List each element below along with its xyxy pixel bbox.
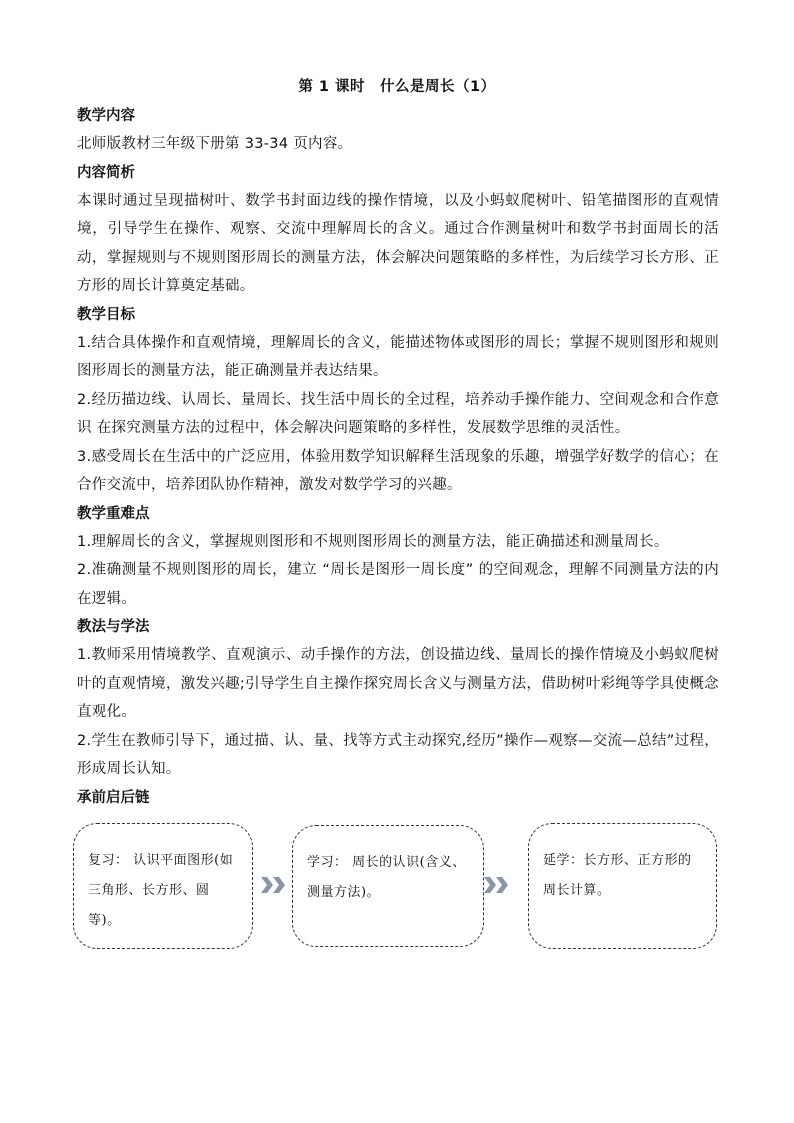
content-text: 北师版教材三年级下册第 33-34 页内容。 [77,136,353,152]
goal-item-3: 3.感受周长在生活中的广泛应用，体验用数学知识解释生活现象的乐趣，增强学好数学的信心；在合作交流中，培养团队协作精神，激发对数学学习的兴趣。 [77,448,719,493]
summary-text: 本课时通过呈现描树叶、数学书封面边线的操作情境，以及小蚂蚁爬树叶、铅笔描图形的直观情境，引导学生在操作、观察、交流中理解周长的含义。通过合作测量树叶和数学书封面周长的活动，掌握规则与不规则图形周长的测量方法，体会解决问题策略的多样性，为后续学习长方形、正方形的周长计算奠定基础。 [77,192,719,294]
double-chevron-right-icon [259,875,289,895]
extend-box: 延学：长方形、正方形的周长计算。 [528,823,717,949]
method-item-2: 2.学生在教师引导下，通过描、认、量、找等方式主动探究,经历”操作—观察—交流—总结”过程，形成周长认知。 [77,732,719,777]
keypoint-item-2: 2.准确测量不规则图形的周长，建立 “周长是图形一周长度” 的空间观念，理解不同测量方法的内在逻辑。 [77,562,719,607]
double-chevron-right-icon [482,875,512,895]
review-box: 复习： 认识平面图形(如三角形、长方形、圆等)。 [73,823,253,949]
heading-content: 教学内容 [77,108,135,124]
goal-item-1: 1.结合具体操作和直观情境，理解周长的含义，能描述物体或图形的周长；掌握不规则图形和规则图形周长的测量方法，能正确测量并表达结果。 [77,334,719,379]
page-title: 第 1 课时 什么是周长（1） [298,79,496,95]
document-body [77,102,719,812]
heading-chain: 承前启后链 [77,789,150,806]
method-item-1: 1.教师采用情境教学、直观演示、动手操作的方法，创设描边线、量周长的操作情境及小蚂蚁爬树叶的直观情境，激发兴趣;引导学生自主操作探究周长含义与测量方法，借助树叶彩绳等学具使概念直观化。 [77,647,719,720]
keypoint-item-1: 1.理解周长的含义，掌握规则图形和不规则图形周长的测量方法，能正确描述和测量周长。 [77,533,669,550]
heading-keypoints: 教学重难点 [77,505,150,522]
learn-box: 学习： 周长的认识(含义、测量方法)。 [292,825,484,947]
goal-item-2: 2.经历描边线、认周长、量周长、找生活中周长的全过程，培养动手操作能力、空间观念和合作意识 在探究测量方法的过程中，体会解决问题策略的多样性，发展数学思维的灵活性。 [77,391,719,436]
heading-methods: 教法与学法 [77,619,150,635]
learning-chain-flow [73,823,723,953]
heading-summary: 内容简析 [77,164,135,181]
heading-goals: 教学目标 [77,306,135,323]
